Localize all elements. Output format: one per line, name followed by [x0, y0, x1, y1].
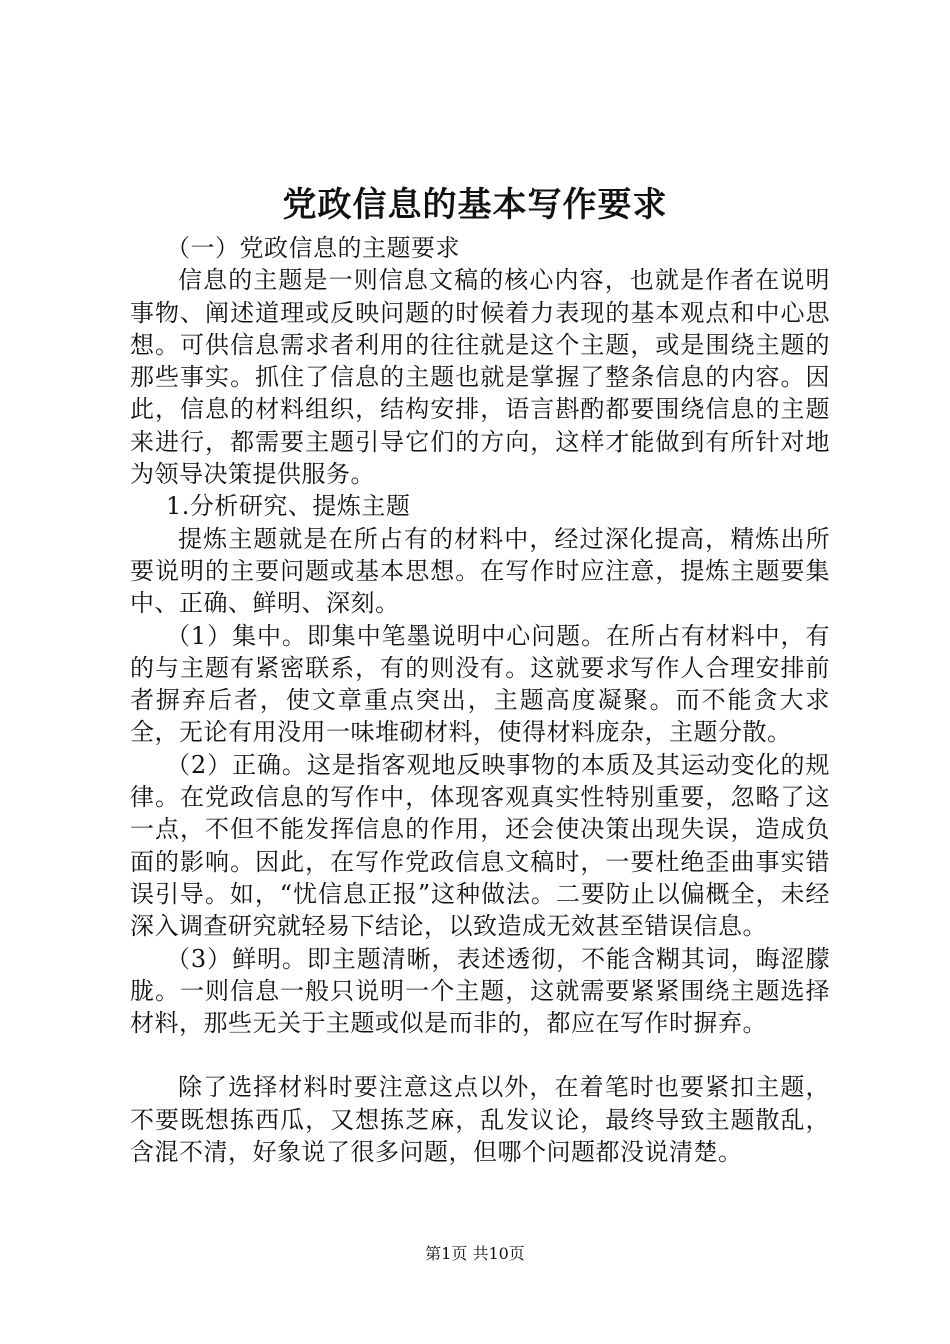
document-body	[130, 232, 830, 1168]
section-heading: （一）党政信息的主题要求	[166, 234, 460, 262]
page-footer: 第1页 共10页	[425, 1244, 525, 1263]
paragraph-point-1: （1）集中。即集中笔墨说明中心问题。在所占有材料中，有的与主题有紧密联系，有的则没有。这就要求写作人合理安排前者摒弃后者，使文章重点突出，主题高度凝聚。而不能贪大求全，无论有用没用一味堆砌材料，使得材料庞杂，主题分散。	[130, 621, 830, 747]
document-title: 党政信息的基本写作要求	[282, 185, 668, 225]
paragraph-point-3: （3）鲜明。即主题清晰，表述透彻，不能含糊其词，晦涩朦胧。一则信息一般只说明一个主题，这就需要紧紧围绕主题选择材料，那些无关于主题或似是而非的，都应在写作时摒弃。	[130, 944, 830, 1038]
paragraph: 除了选择材料时要注意这点以外，在着笔时也要紧扣主题，不要既想拣西瓜，又想拣芝麻，乱发议论，最终导致主题散乱，含混不清，好象说了很多问题，但哪个问题都没说清楚。	[130, 1073, 830, 1167]
paragraph-point-2: （2）正确。这是指客观地反映事物的本质及其运动变化的规律。在党政信息的写作中，体现客观真实性特别重要，忽略了这一点，不但不能发挥信息的作用，还会使决策出现失误，造成负面的影响。因此，在写作党政信息文稿时，一要杜绝歪曲事实错误引导。如，“忧信息正报”这种做法。二要防止以偏概全，未经深入调查研究就轻易下结论，以致造成无效甚至错误信息。	[130, 750, 830, 941]
paragraph: 信息的主题是一则信息文稿的核心内容，也就是作者在说明事物、阐述道理或反映问题的时候着力表现的基本观点和中心思想。可供信息需求者利用的往往就是这个主题，或是围绕主题的那些事实。抓住了信息的主题也就是掌握了整条信息的内容。因此，信息的材料组织，结构安排，语言斟酌都要围绕信息的主题来进行，都需要主题引导它们的方向，这样才能做到有所针对地为领导决策提供服务。	[130, 266, 830, 489]
paragraph: 提炼主题就是在所占有的材料中，经过深化提高，精炼出所要说明的主要问题或基本思想。在写作时应注意，提炼主题要集中、正确、鲜明、深刻。	[130, 524, 830, 618]
blank-line	[130, 1039, 830, 1071]
subsection-heading: 1.分析研究、提炼主题	[166, 492, 411, 521]
